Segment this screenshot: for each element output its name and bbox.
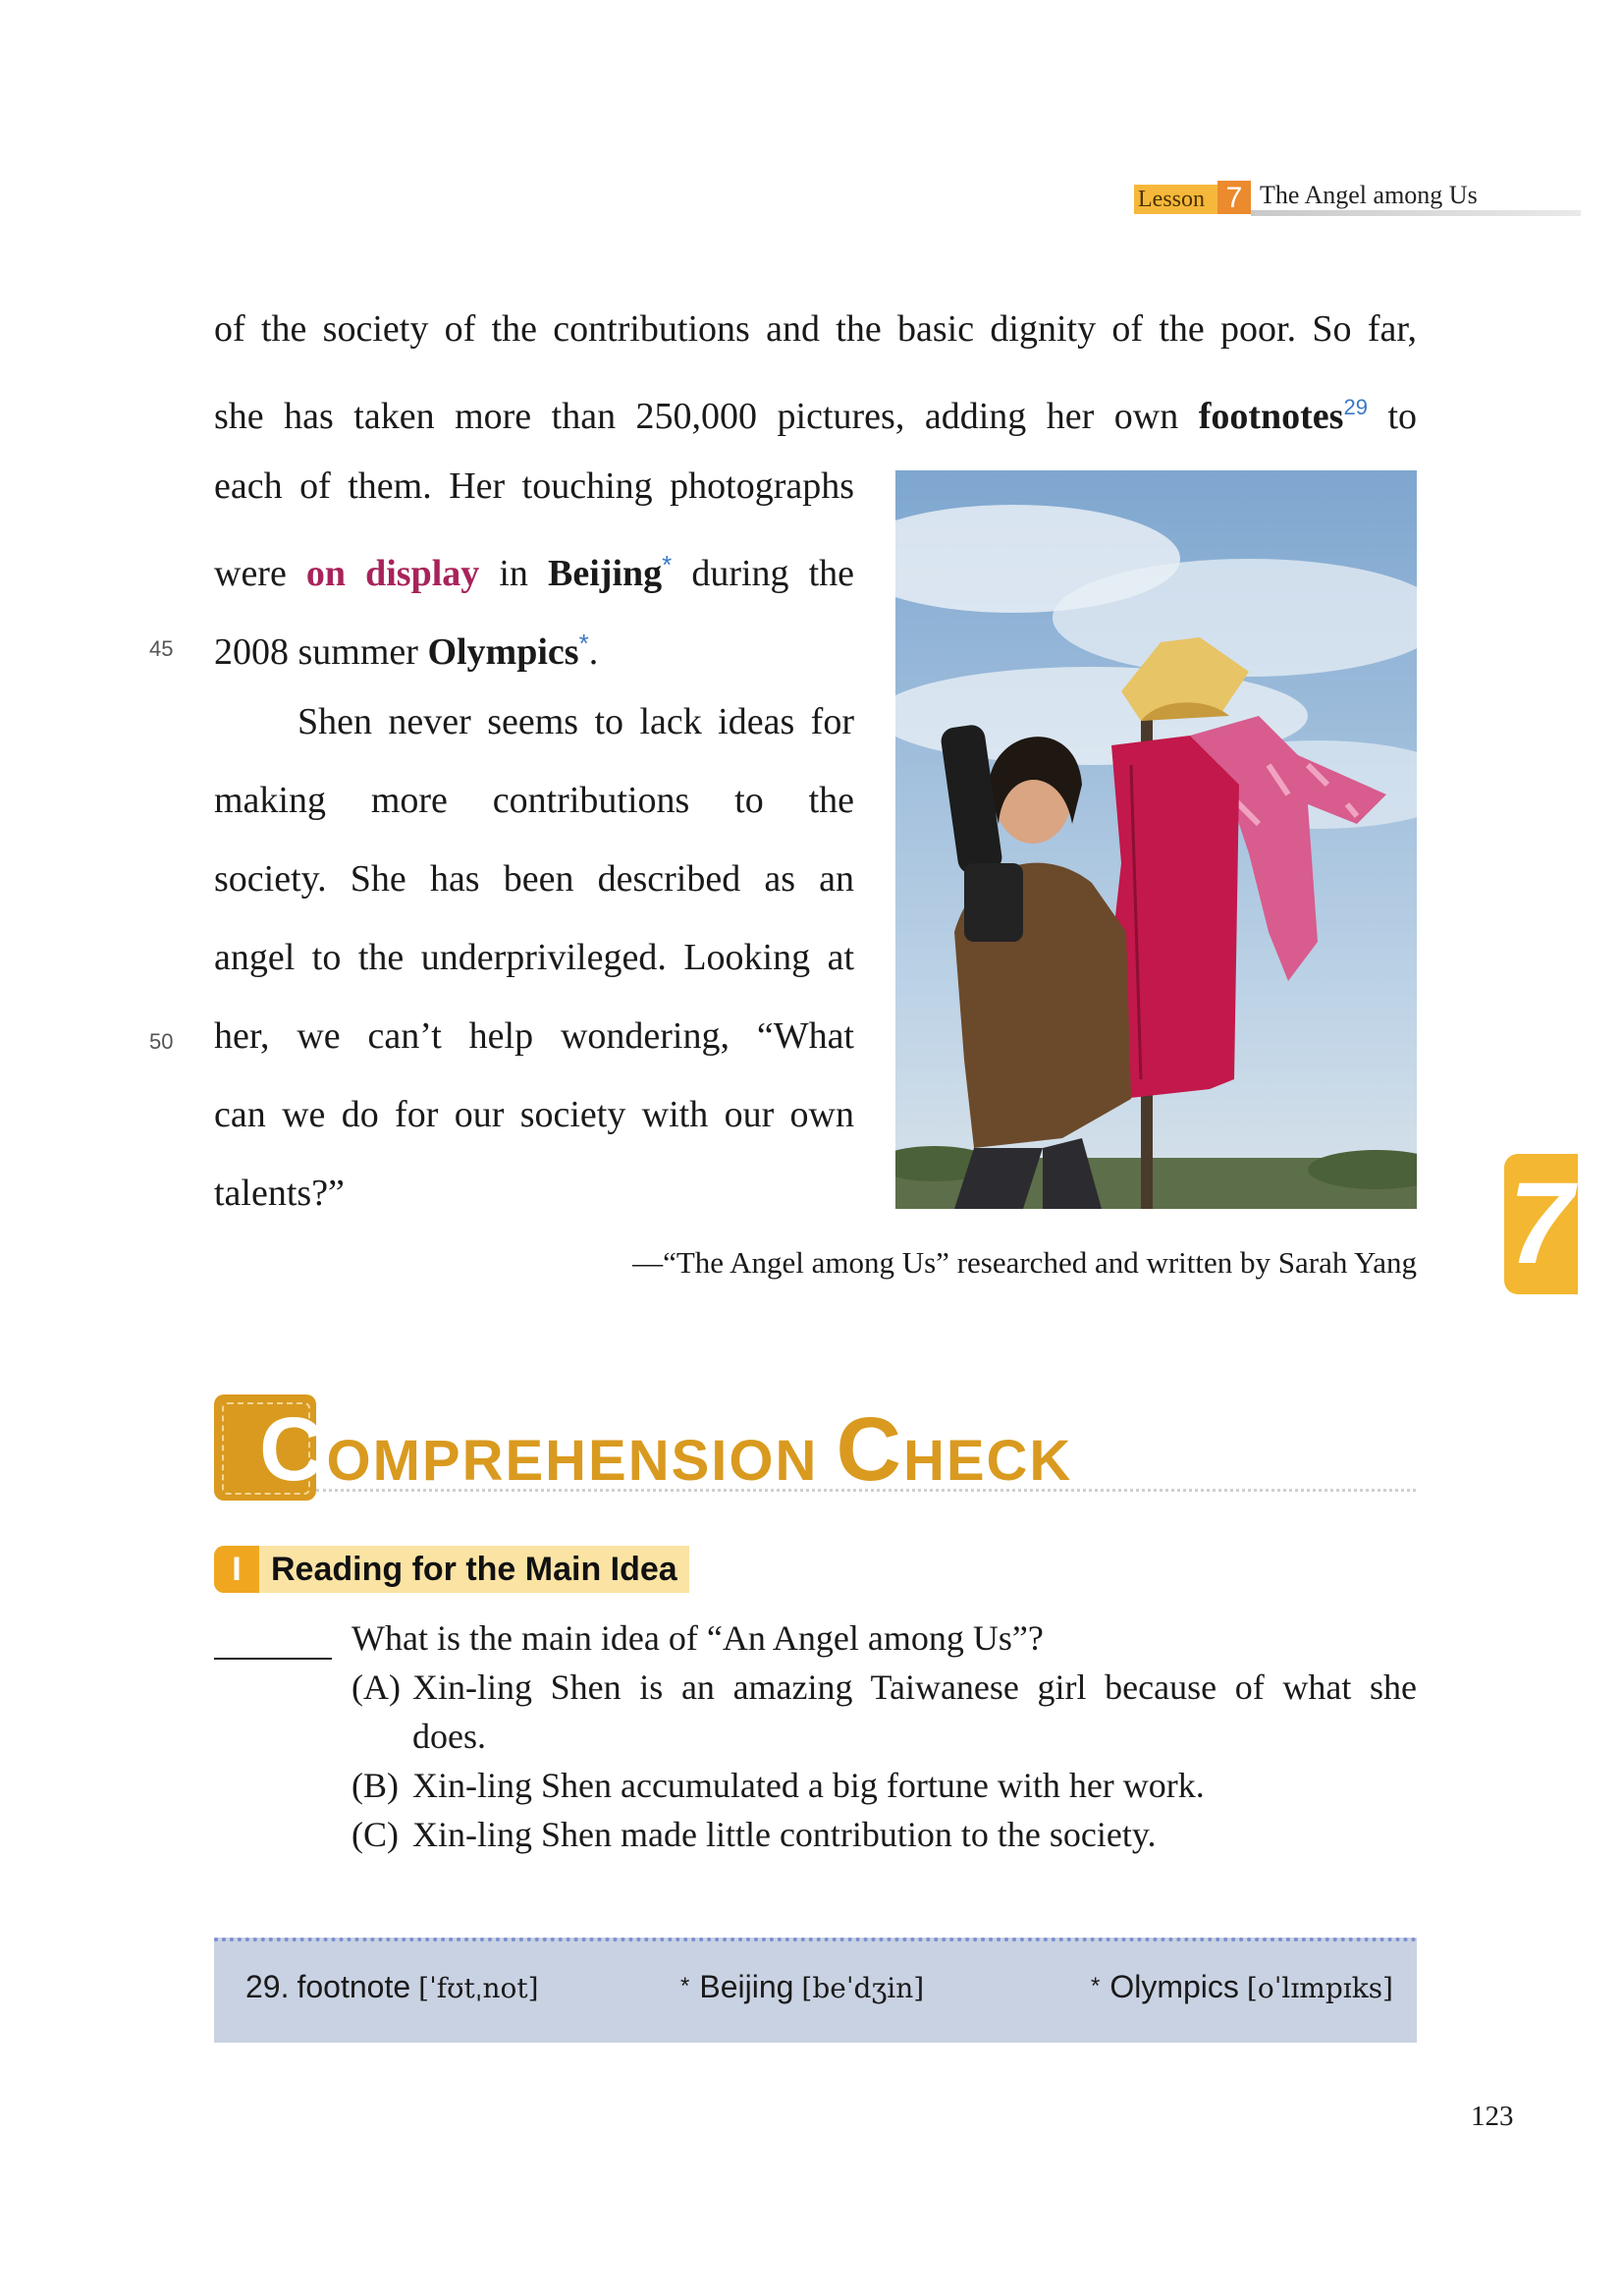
passage-line: her, we can’t help wondering, “What [214, 1015, 854, 1057]
lesson-title: The Angel among Us [1260, 181, 1478, 209]
passage-line [214, 383, 1418, 437]
passage-line: of the society of the contributions and the basic dignity of the poor. So far, [214, 308, 1417, 350]
footnote-marker: 29 [1343, 395, 1368, 419]
running-header [1134, 181, 1581, 218]
passage-line: talents?” [214, 1173, 345, 1214]
passage-text: . [588, 631, 599, 673]
answer-option-a[interactable] [351, 1663, 1417, 1761]
chapter-tab: 7 [1504, 1154, 1578, 1294]
answer-option-c[interactable] [351, 1810, 1417, 1859]
passage-line: can we do for our society with our own [214, 1094, 854, 1135]
answer-blank[interactable] [214, 1658, 332, 1660]
proper-noun: Beijing [548, 553, 663, 594]
section-number: I [214, 1546, 259, 1593]
passage-text: she has taken more than 250,000 pictures, adding her own [214, 396, 1179, 437]
line-number: 50 [149, 1029, 174, 1054]
passage-line: making more contributions to the [214, 780, 854, 821]
lesson-number: 7 [1217, 181, 1251, 214]
option-text: Xin-ling Shen accumulated a big fortune with her work. [412, 1766, 1205, 1805]
passage-line: angel to the underprivileged. Looking at [214, 937, 854, 978]
asterisk-marker: * [662, 550, 673, 579]
passage-line [214, 619, 599, 673]
passage-text: to [1387, 396, 1418, 437]
heading-title: COMPREHENSION CHECK [259, 1399, 1073, 1500]
option-label: (B) [351, 1766, 399, 1805]
passage-line: Shen never seems to lack ideas for [297, 701, 854, 742]
option-text: Xin-ling Shen made little contribution to the society. [412, 1815, 1157, 1854]
asterisk-marker: * [578, 629, 589, 658]
photo-woman-with-camera [895, 470, 1417, 1209]
lesson-label: Lesson [1134, 185, 1217, 214]
key-phrase: on display [305, 553, 480, 594]
section-title: Reading for the Main Idea [259, 1546, 689, 1593]
answer-option-b[interactable] [351, 1761, 1417, 1810]
header-rule [1251, 210, 1581, 216]
footnote-item: * Olympics [oˈlɪmpɪks] [1091, 1969, 1393, 2004]
passage-text: were [214, 553, 287, 594]
passage-text: 2008 summer [214, 631, 418, 673]
passage-line [214, 540, 855, 594]
proper-noun: Olympics [427, 631, 579, 673]
option-label: (C) [351, 1815, 399, 1854]
option-label: (A) [351, 1667, 401, 1707]
option-text: Xin-ling Shen is an amazing Taiwanese girl because of what she [412, 1667, 1417, 1707]
footnote-item: 29. footnote [ˈfʊtˌnot] [245, 1969, 539, 2004]
footnote-item: * Beijing [beˈdʒin] [680, 1969, 925, 2004]
question-text: What is the main idea of “An Angel among Us”? [351, 1618, 1044, 1658]
passage-text: in [499, 553, 528, 594]
comprehension-check-heading [214, 1394, 1417, 1503]
footnote-box [214, 1938, 1417, 2043]
passage-line: society. She has been described as an [214, 858, 854, 900]
passage-attribution: —“The Angel among Us” researched and written by Sarah Yang [632, 1245, 1417, 1280]
heading-dotted-rule [316, 1489, 1416, 1492]
line-number: 45 [149, 636, 174, 661]
passage-line: each of them. Her touching photographs [214, 465, 854, 507]
page-number: 123 [1471, 2101, 1514, 2132]
option-text: does. [412, 1717, 486, 1756]
passage-text: during the [691, 553, 855, 594]
vocab-word: footnotes [1198, 396, 1344, 437]
